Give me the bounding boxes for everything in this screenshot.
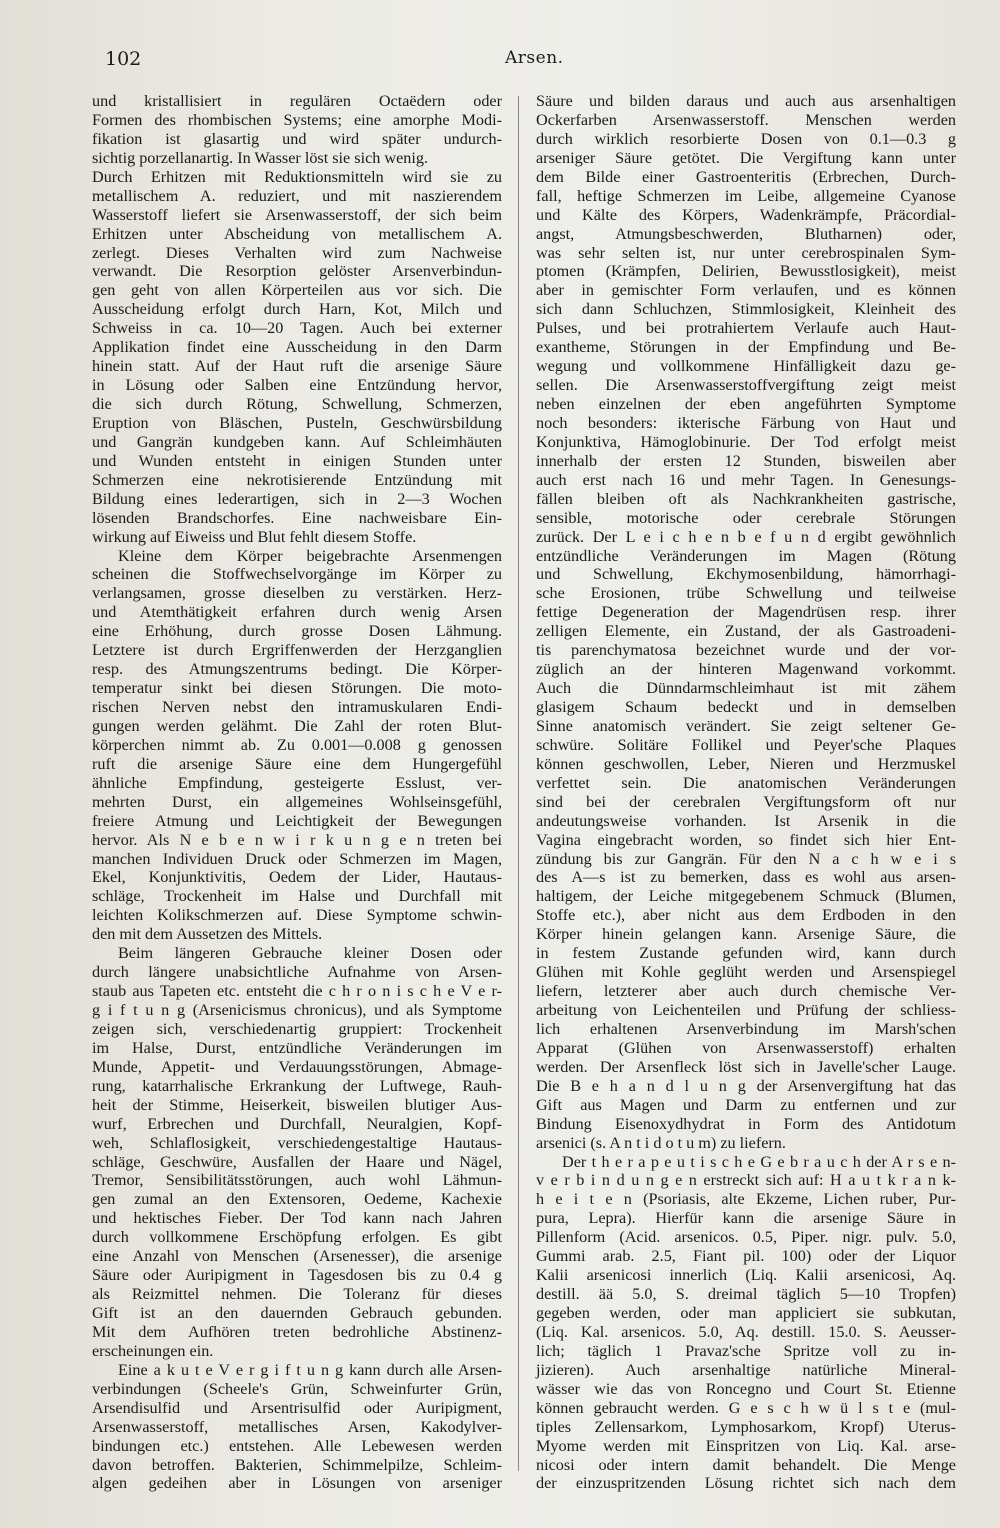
text-line: eine Erhöhung, durch grosse Dosen Lähmung. <box>92 622 502 641</box>
text-line: resp. des Atmungszentrums bedingt. Die Körper- <box>92 660 502 679</box>
text-line: und hektisches Fieber. Der Tod kann nach Jahren <box>92 1209 502 1228</box>
text-line: und Wunden entsteht in einigen Stunden unter <box>92 451 502 470</box>
text-line: zeigen sich, verschiedenartig gruppiert: Trockenheit <box>92 1019 502 1038</box>
text-line: die sich durch Rötung, Schwellung, Schmerzen, <box>92 395 502 413</box>
text-line: angst, Atmungsbeschwerden, Blutharnen) oder, <box>536 224 956 243</box>
right-column <box>536 92 956 1493</box>
text-line: Eine a k u t e V e r g i f t u n g kann durch alle Arsen- <box>118 1360 502 1379</box>
text-line: Formen des rhombischen Systems; eine amorphe Modi- <box>92 110 502 129</box>
text-line: ähnliche Empfindung, gesteigerte Esslust, ver- <box>92 773 502 792</box>
text-line: sind bei der cerebralen Vergiftungsform oft nur <box>536 792 956 811</box>
text-line: zelligen Elemente, ein Zustand, der als Gastroadeni- <box>536 622 956 641</box>
text-line: Gummi arab. 2.5, Fiant pil. 100) oder der Liquor <box>536 1247 956 1266</box>
text-line: wirkung auf Eiweiss und Blut fehlt diesem Stoffe. <box>92 527 417 546</box>
text-line: erscheinungen ein. <box>92 1341 214 1360</box>
text-line: züglich an der hinteren Magenwand vorkommt. <box>536 660 956 679</box>
text-line: freiere Atmung und Leichtigkeit der Bewegungen <box>92 811 502 830</box>
text-line: wurf, Erbrechen und Durchfall, Neuralgien, Kopf- <box>92 1114 502 1133</box>
text-line: Ekel, Konjunktivitis, Oedem der Lider, Hautaus- <box>92 868 502 887</box>
text-line: Kleine dem Körper beigebrachte Arsenmengen <box>118 546 502 565</box>
text-line: Gift aus Magen und Darm zu entfernen und zur <box>536 1095 956 1114</box>
text-line: werden. Der Arsenfleck löst sich in Javelle'scher Lauge. <box>536 1057 956 1076</box>
text-line: und Schwellung, Ekchymosenbildung, hämorrhagi- <box>536 565 956 584</box>
text-line: schwüre. Solitäre Follikel und Peyer'sche Plaques <box>536 735 956 754</box>
text-line: Vagina eingebracht worden, so findet sich hier Ent- <box>536 830 956 849</box>
text-line: zündung bis zur Gangrän. Für den N a c h w e i s <box>536 849 956 868</box>
text-line: (Liq. Kal. arsenicos. 5.0, Aq. destill. 15.0. S. Aeusser- <box>536 1322 956 1341</box>
text-line: sensible, motorische oder cerebrale Störungen <box>536 508 956 527</box>
text-line: haltigem, der Leiche mitgegebenem Schmuck (Blumen, <box>536 887 956 906</box>
text-line: können geschwollen, Leber, Nieren und Herzmuskel <box>536 754 956 773</box>
text-line: noch besonders: ikterische Färbung von Haut und <box>536 413 956 432</box>
text-line: und Kälte des Körpers, Wadenkrämpfe, Präcordial- <box>536 205 956 224</box>
text-line: v e r b i n d u n g e n erstreckt sich auf: H a u t k r a n k- <box>536 1171 956 1190</box>
text-line: mehrten Durst, ein allgemeines Wohlseinsgefühl, <box>92 792 502 811</box>
text-line: sich dann Schluchzen, Stimmlosigkeit, Kleinheit des <box>536 300 956 319</box>
text-line: weh, Schlaflosigkeit, verschiedengestaltige Hautaus- <box>92 1133 502 1152</box>
text-line: davon betroffen. Bakterien, Schimmelpilze, Schleim- <box>92 1455 502 1474</box>
text-line: körperchen nimmt ab. Zu 0.001—0.008 g genossen <box>92 735 502 754</box>
text-line: glasigem Schaum bedeckt und in demselben <box>536 698 956 716</box>
text-line: neben einzelnen der eben angeführten Symptome <box>536 395 956 413</box>
text-line: Konjunktiva, Hämoglobinurie. Der Tod erfolgt meist <box>536 432 956 451</box>
text-line: Schweiss in ca. 10—20 Tagen. Auch bei externer <box>92 319 502 338</box>
left-column <box>92 92 502 1493</box>
text-line: temperatur sinkt bei diesen Störungen. Die moto- <box>92 679 502 698</box>
text-line: fall, heftige Schmerzen im Leibe, allgemeine Cyanose <box>536 186 956 205</box>
text-line: lösenden Brandschorfes. Eine nachweisbare Ein- <box>92 508 502 527</box>
text-line: gegeben werden, oder man appliciert sie subkutan, <box>536 1304 956 1322</box>
text-line: Wasserstoff liefert sie Arsenwasserstoff, der sich beim <box>92 205 502 224</box>
text-line: Tremor, Sensibilitätsstörungen, auch wohl Lähmun- <box>92 1171 502 1190</box>
column-divider <box>518 96 519 1471</box>
text-line: wässer wie das von Roncegno und Court St. Etienne <box>536 1379 956 1398</box>
text-line: Beim längeren Gebrauche kleiner Dosen oder <box>118 944 502 963</box>
text-line: ptomen (Krämpfen, Delirien, Bewusstlosigkeit), meist <box>536 262 956 281</box>
text-line: algen gedeihen aber in Lösungen von arseniger <box>92 1474 502 1493</box>
text-line: Arsenwasserstoff, metallisches Arsen, Kakodylver- <box>92 1417 502 1436</box>
text-line: Letztere ist durch Ergriffenwerden der Herzganglien <box>92 641 502 660</box>
text-line: Der t h e r a p e u t i s c h e G e b r a u c h der A r s e n- <box>562 1152 956 1171</box>
text-line: liefern, letzterer aber auch durch chemische Ver- <box>536 982 956 1001</box>
text-line: Durch Erhitzen mit Reduktionsmitteln wird sie zu <box>92 167 502 186</box>
text-line: den mit dem Aussetzen des Mittels. <box>92 925 323 944</box>
text-line: sche Erosionen, trübe Schwellung und teilweise <box>536 584 956 603</box>
text-line: Bindung Eisenoxydhydrat in Form des Antidotum <box>536 1114 956 1133</box>
text-line: Ockerfarben Arsenwasserstoff. Menschen werden <box>536 110 956 129</box>
text-line: gungen werden gelähmt. Die Zahl der roten Blut- <box>92 716 502 735</box>
text-line: lich erhaltenen Arsenverbindung im Marsh'schen <box>536 1019 956 1038</box>
text-line: Arsendisulfid und Arsentrisulfid oder Auripigment, <box>92 1398 502 1417</box>
text-line: in Lösung oder Salben eine Entzündung hervor, <box>92 376 502 395</box>
text-line: Eruption von Bläschen, Pusteln, Geschwürsbildung <box>92 413 502 432</box>
text-line: Kalii arsenicosi innerlich (Liq. Kalii arsenicosi, Aq. <box>536 1266 956 1285</box>
text-line: lich; täglich 1 Pravaz'sche Spritze voll zu in- <box>536 1341 956 1360</box>
text-line: durch vollkommene Erschöpfung erfolgen. Es gibt <box>92 1228 502 1247</box>
text-line: und Gangrän kundgeben kann. Auf Schleimhäuten <box>92 432 502 451</box>
running-title: Arsen. <box>505 48 564 68</box>
text-line: Säure und bilden daraus und auch aus arsenhaltigen <box>536 92 956 110</box>
text-line: bindungen etc.) entstehen. Alle Lebewesen werden <box>92 1436 502 1455</box>
text-line: was sehr selten ist, nur unter cerebrospinalen Sym- <box>536 243 956 262</box>
text-line: im Halse, Durst, entzündliche Veränderungen im <box>92 1038 502 1057</box>
text-line: wegung und vollkommene Hinfälligkeit dazu ge- <box>536 357 956 376</box>
text-line: dem Bilde einer Gastroenteritis (Erbrechen, Durch- <box>536 167 956 186</box>
text-line: schläge, Geschwüre, Ausfallen der Haare und Nägel, <box>92 1152 502 1171</box>
text-line: verbindungen (Scheele's Grün, Schweinfurter Grün, <box>92 1379 502 1398</box>
text-line: gen zumal an den Extensoren, Oedeme, Kachexie <box>92 1190 502 1209</box>
text-line: als Reizmittel nehmen. Die Toleranz für dieses <box>92 1285 502 1304</box>
text-line: fettige Degeneration der Magendrüsen resp. ihrer <box>536 603 956 622</box>
text-line: Munde, Appetit- und Verdauungsstörungen, Abmage- <box>92 1057 502 1076</box>
text-line: Körper hinein gelangen kann. Arsenige Säure, die <box>536 925 956 944</box>
text-line: eine Anzahl von Menschen (Arsenesser), die arsenige <box>92 1247 502 1266</box>
text-line: tiples Zellensarkom, Lymphosarkom, Kropf) Uterus- <box>536 1417 956 1436</box>
text-line: arbeitung von Leichenteilen und Prüfung der schliess- <box>536 1001 956 1019</box>
text-line: manchen Individuen Druck oder Schmerzen im Magen, <box>92 849 502 868</box>
text-line: des A—s ist zu bemerken, dass es wohl aus arsen- <box>536 868 956 887</box>
text-line: Gift ist an den dauernden Gebrauch gebunden. <box>92 1304 502 1322</box>
text-line: andeutungsweise vorhanden. Ist Arsenik in die <box>536 811 956 830</box>
page-number: 102 <box>105 48 142 70</box>
text-line: verlangsamen, grosse dieselben zu verstärken. Herz- <box>92 584 502 603</box>
text-line: Bildung eines lederartigen, sich in 2—3 Wochen <box>92 489 502 508</box>
text-line: Sinne anatomisch verändert. Sie zeigt seltener Ge- <box>536 716 956 735</box>
text-line: jizieren). Auch arsenhaltige natürliche Mineral- <box>536 1360 956 1379</box>
text-line: aber in gemischter Form verlaufen, und es können <box>536 281 956 300</box>
text-line: staub aus Tapeten etc. entsteht die c h r o n i s c h e V e r- <box>92 982 502 1001</box>
text-line: sellen. Die Arsenwasserstoffvergiftung zeigt meist <box>536 376 956 395</box>
text-line: exantheme, Störungen in der Empfindung und Be- <box>536 338 956 357</box>
text-line: verfettet sein. Die anatomischen Veränderungen <box>536 773 956 792</box>
text-line: Applikation findet eine Ausscheidung in den Darm <box>92 338 502 357</box>
text-line: der einzuspritzenden Lösung richtet sich nach dem <box>536 1474 956 1493</box>
text-line: rung, katarrhalische Erkrankung der Luftwege, Rauh- <box>92 1076 502 1095</box>
text-line: entzündliche Veränderungen im Magen (Rötung <box>536 546 956 565</box>
text-line: Pillenform (Acid. arsenicos. 0.5, Piper. nigr. pulv. 5.0, <box>536 1228 956 1247</box>
text-line: können gebraucht werden. G e s c h w ü l s t e (mul- <box>536 1398 956 1417</box>
text-line: destill. ää 5.0, S. dreimal täglich 5—10 Tropfen) <box>536 1285 956 1304</box>
text-line: fällen bleiben oft als Nachkrankheiten gastrische, <box>536 489 956 508</box>
text-line: scheinen die Stoffwechselvorgänge im Körper zu <box>92 565 502 584</box>
text-line: tis parenchymatosa bezeichnet wurde und der vor- <box>536 641 956 660</box>
text-line: Apparat (Glühen von Arsenwasserstoff) erhalten <box>536 1038 956 1057</box>
text-line: metallischem A. reduziert, und mit naszierendem <box>92 186 502 205</box>
text-line: verwandt. Die Resorption gelöster Arsenverbindun- <box>92 262 502 281</box>
text-line: Glühen mit Kohle geglüht werden und Arsenspiegel <box>536 963 956 982</box>
text-line: h e i t e n (Psoriasis, alte Ekzeme, Lichen ruber, Pur- <box>536 1190 956 1209</box>
text-line: Myome werden mit Einspritzen von Liq. Kal. arse- <box>536 1436 956 1455</box>
text-line: nicosi oder intern damit behandelt. Die Menge <box>536 1455 956 1474</box>
text-line: Auch die Dünndarmschleimhaut ist mit zähem <box>536 679 956 698</box>
text-line: Erhitzen unter Abscheidung von metallischem A. <box>92 224 502 243</box>
text-line: Stoffe etc.), aber nicht aus dem Erdboden in den <box>536 906 956 925</box>
text-line: schläge, Trockenheit im Halse und Durchfall mit <box>92 887 502 906</box>
text-line: hervor. Als N e b e n w i r k u n g e n treten bei <box>92 830 502 849</box>
text-line: Schmerzen eine nekrotisierende Entzündung mit <box>92 470 502 489</box>
text-line: in festem Zustande gefunden wird, kann durch <box>536 944 956 963</box>
text-line: zerlegt. Dieses Verhalten wird zum Nachweise <box>92 243 502 262</box>
text-line: ruft die arsenige Säure eine dem Hungergefühl <box>92 754 502 773</box>
text-line: zurück. Der L e i c h e n b e f u n d ergibt gewöhnlich <box>536 527 956 546</box>
text-line: fikation ist glasartig und wird später undurch- <box>92 129 502 148</box>
text-line: pura, Lepra). Hierfür kann die arsenige Säure in <box>536 1209 956 1228</box>
text-line: Mit dem Aufhören treten bedrohliche Abstinenz- <box>92 1322 502 1341</box>
text-line: innerhalb der ersten 12 Stunden, bisweilen aber <box>536 451 956 470</box>
text-line: arsenici (s. A n t i d o t u m) zu liefern. <box>536 1133 786 1152</box>
text-line: arseniger Säure getötet. Die Vergiftung kann unter <box>536 148 956 167</box>
text-line: Säure oder Auripigment in Tagesdosen bis zu 0.4 g <box>92 1266 502 1285</box>
text-line: heit der Stimme, Heiserkeit, bisweilen blutiger Aus- <box>92 1095 502 1114</box>
text-line: hinein statt. Auf der Haut ruft die arsenige Säure <box>92 357 502 376</box>
text-line: auch erst nach 16 und mehr Tagen. In Genesungs- <box>536 470 956 489</box>
text-line: g i f t u n g (Arsenicismus chronicus), und als Symptome <box>92 1001 502 1019</box>
text-line: durch wirklich resorbierte Dosen von 0.1—0.3 g <box>536 129 956 148</box>
text-line: Ausscheidung erfolgt durch Harn, Kot, Milch und <box>92 300 502 319</box>
text-line: Pulses, und bei protrahiertem Verlaufe auch Haut- <box>536 319 956 338</box>
page-header <box>105 48 962 76</box>
text-line: und Atemthätigkeit erfahren durch wenig Arsen <box>92 603 502 622</box>
text-line: rischen Nerven nebst den intramuskularen Endi- <box>92 698 502 716</box>
text-line: leichten Kolikschmerzen auf. Diese Symptome schwin- <box>92 906 502 925</box>
text-line: sichtig porzellanartig. In Wasser löst sie sich wenig. <box>92 148 429 167</box>
text-line: und kristallisiert in regulären Octaëdern oder <box>92 92 502 110</box>
text-line: durch längere unabsichtliche Aufnahme von Arsen- <box>92 963 502 982</box>
text-line: gen geht von allen Körperteilen aus vor sich. Die <box>92 281 502 300</box>
text-line: Die B e h a n d l u n g der Arsenvergiftung hat das <box>536 1076 956 1095</box>
